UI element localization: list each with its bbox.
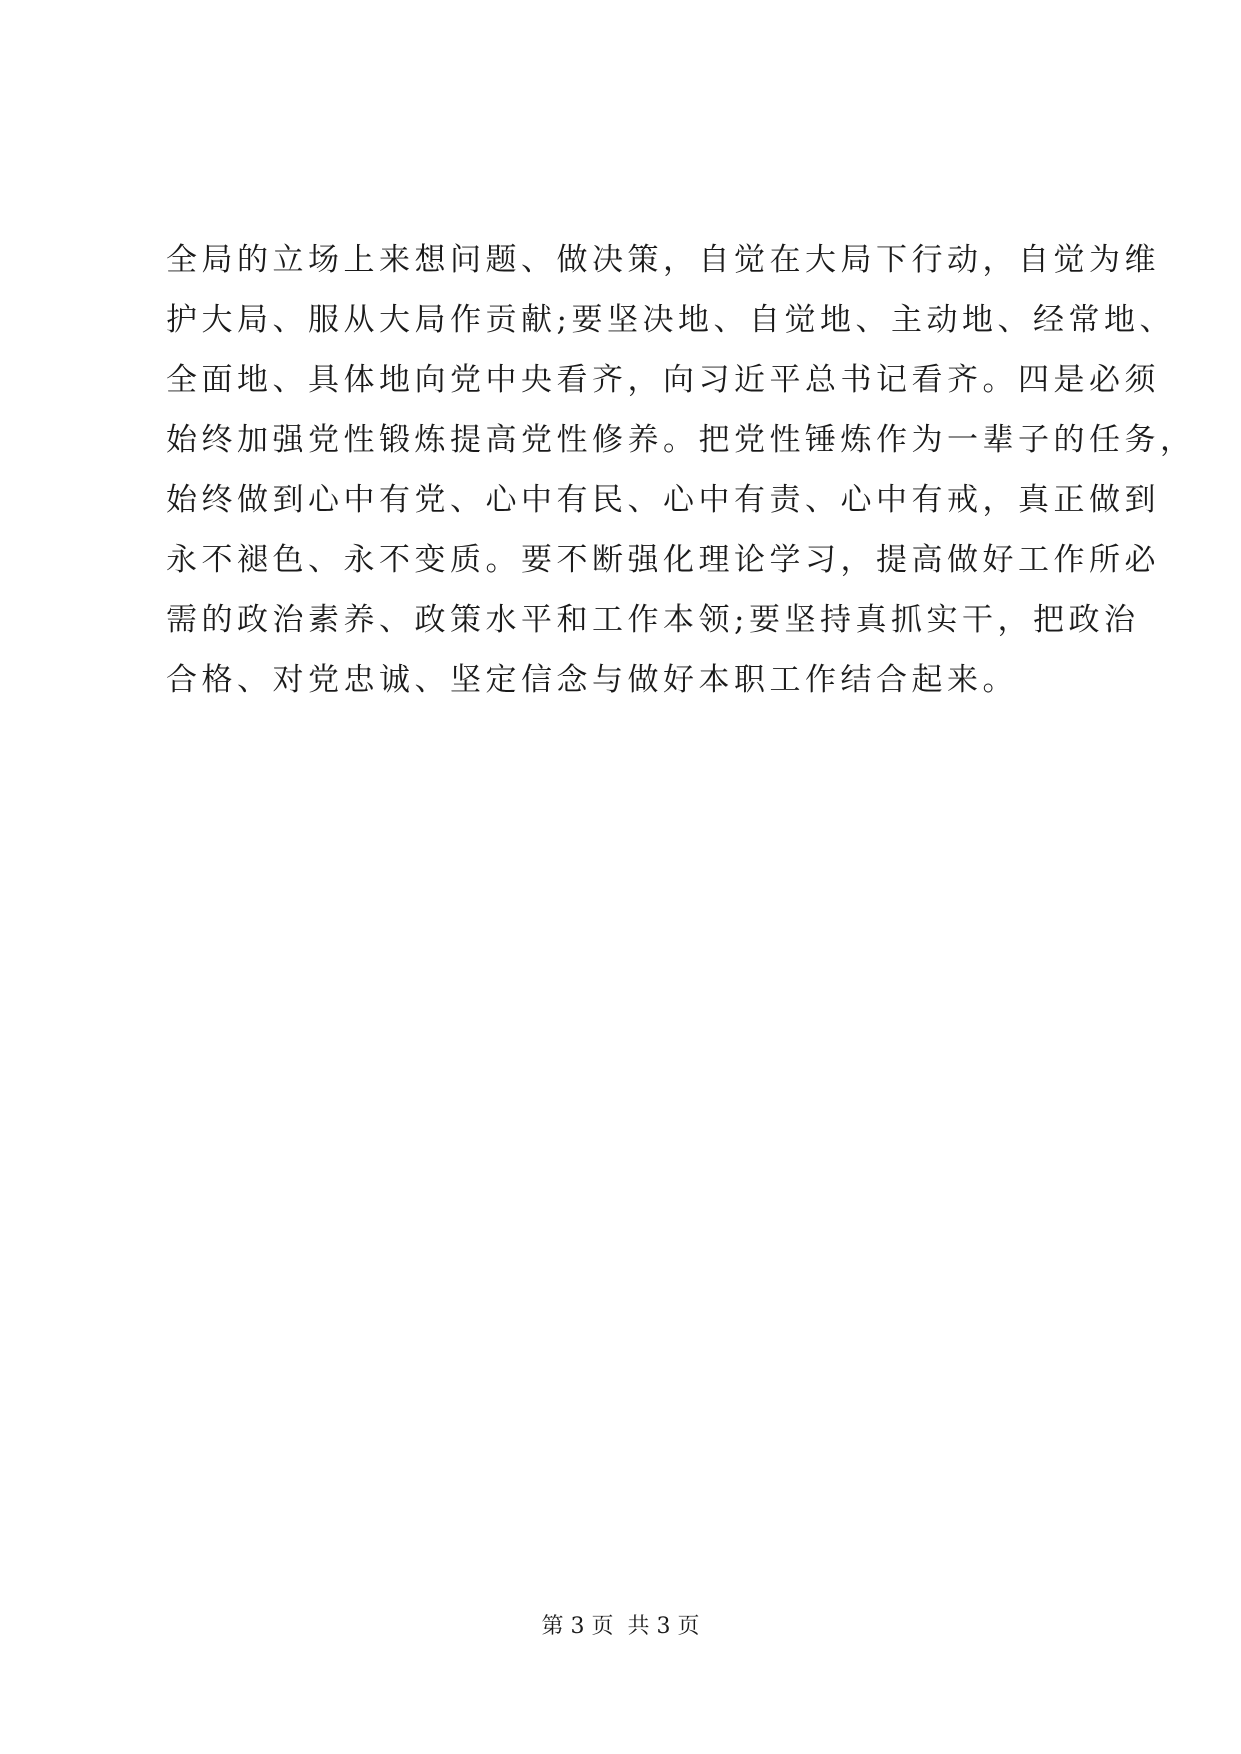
text-line-5: 始终做到心中有党、心中有民、心中有责、心中有戒，真正做到 <box>166 482 1160 518</box>
text-line-8: 合格、对党忠诚、坚定信念与做好本职工作结合起来。 <box>166 662 1018 698</box>
text-line-7: 需的政治素养、政策水平和工作本领;要坚持真抓实干，把政治 <box>166 602 1140 638</box>
text-line-4: 始终加强党性锻炼提高党性修养。把党性锤炼作为一辈子的任务， <box>166 422 1196 458</box>
body-paragraph <box>166 230 1196 710</box>
text-line-3: 全面地、具体地向党中央看齐，向习近平总书记看齐。四是必须 <box>166 362 1160 398</box>
text-line-1: 全局的立场上来想问题、做决策，自觉在大局下行动，自觉为维 <box>166 242 1160 278</box>
text-line-2: 护大局、服从大局作贡献;要坚决地、自觉地、主动地、经常地、 <box>166 302 1175 338</box>
text-line-6: 永不褪色、永不变质。要不断强化理论学习，提高做好工作所必 <box>166 542 1160 578</box>
page-number-footer: 第 3 页 共 3 页 <box>541 1614 700 1639</box>
